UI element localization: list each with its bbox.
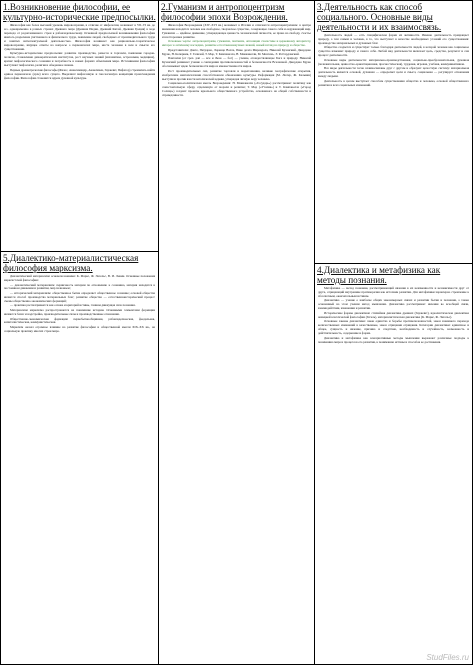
section-1-paragraph: Первые древнегреческие философы (Фалес, Анаксимандр, Анаксимен, Гераклит, Пифагор) стремились найти единое первоначало (архе) всего сущего. Выделяют мифогенную и гносеогенную концепции происхождения философии. Философия становится ядром духовной культуры. [4, 67, 155, 80]
section-2-paragraph: Социально-политическая мысль Возрождения: Н. Макиавелли («Государь») рассматривает политику как самостоятельную сферу, отделенную от морали и религии; Т. Мор («Утопия») и Т. Кампанелла («Город Солнца») создают проекты идеального общественного устройства, основанного на общей собственности и справедливости. [162, 81, 311, 98]
section-1-body [1, 24, 158, 81]
section-5-paragraph: Общественно-экономические формации: первобытнообщинная, рабовладельческая, феодальная, капиталистическая, коммунистическая. [4, 316, 155, 325]
section-1-paragraph: Философия как более высокий уровень мировоззрения, в отличие от мифологии, возникает в VII–VI вв. до н.э. одновременно в разных странах Древнего мира (Древняя Индия, Древний Китай, Древняя Греция) в ходе перехода от родоплеменного строя к рабовладельческому. Основной предпосылкой возникновения философии явилось разделение умственного и физического труда, появление людей, свободных от производительного труда и занятых интеллектуальной деятельностью. Философия возникает как рационально-теоретическое мировоззрение, ищущее ответы на вопросы о первоначалах мира, месте человека в нем и смысле его существования. [4, 23, 155, 51]
section-4-paragraph: Метафизика — метод познания, рассматривающий явления в их неизменности и независимости друг от друга, отрицающий внутренние противоречия как источник развития. Для метафизики характерно стремление к абсолютным, окончательным истинам. [318, 286, 469, 298]
section-2-paragraph: Представители: Данте, Петрарка, Лоренцо Валла, Пико делла Мирандола, Николай Кузанский, Джордано Бруно, Н. Коперник, Г. Галилей, Т. Мор, Т. Кампанелла, Н. Макиавелли, М. Монтень, Э. Роттердамский. [162, 47, 311, 56]
section-2-body [159, 24, 314, 98]
section-2-paragraph: Основные черты: антропоцентризм, гуманизм, пантеизм, оппозиция схоластике и церковному авторитету, интерес к античному наследию, развитие естественнонаучных знаний, новый взгляд на природу и общество. [162, 39, 311, 48]
section-1-title: 1.Возникновение философии, ее культурно-исторические предпосылки. [3, 2, 156, 22]
section-2-paragraph: Рост производительных сил, развитие торговли и мореплавания, великие географические открытия, изобретение книгопечатания способствовали обновлению культуры. Реформация (М. Лютер, Ж. Кальвин) выступила против власти католической церкви, утверждая личную веру человека. [162, 68, 311, 81]
section-5-paragraph: Диалектический материализм основоположники: К. Маркс, Ф. Энгельс, В. И. Ленин. Основные положения марксистской философии: [4, 274, 155, 282]
section-3-paragraph: Основные виды деятельности: материально-производственная, социально-преобразовательная, духовная (познавательная, ценностно-ориентационная, прогностическая), трудовая, игровая, учебная, коммуникативная. [318, 57, 469, 66]
section-5-body [1, 275, 158, 334]
section-5-paragraph: — диалектический материализм: первичность материи по отношению к сознанию, материя находится в постоянном движении и развитии, мир познаваем; [4, 282, 155, 291]
section-2-paragraph: Пантеизм (от греч. pan — все и theos — бог) — учение, отождествляющее Бога и природу. Николай Кузанский развивает учение о совпадении противоположностей и бесконечности Вселенной. Джордано Бруно обосновывает идею бесконечности мира и множественности миров. [162, 56, 311, 69]
section-5-paragraph: — практика рассматривается как основа и критерий истины, главная движущая сила познания. [10, 303, 136, 308]
section-5-paragraph: Марксизм оказал огромное влияние на развитие философии и общественной мысли XIX–XX вв., на социальную практику многих стран мира. [4, 325, 155, 333]
section-3-paragraph: Общество создается и существует только благодаря деятельности людей, в которой человек как социальное существо изменяет природу и самого себя. Любой вид деятельности включает цель, средства, результат и сам процесс деятельности. [318, 45, 469, 58]
section-5 [1, 252, 158, 664]
section-3 [315, 1, 472, 263]
section-5-paragraph: — исторический материализм: общественное бытие определяет общественное сознание; основой общества является способ производства материальных благ; развитие общества — естественноисторический процесс смены общественно-экономических формаций; [4, 291, 155, 303]
section-4-paragraph: Исторические формы диалектики: стихийная диалектика древних (Гераклит), идеалистическая диалектика немецкой классической философии (Гегель), материалистическая диалектика (К. Маркс, Ф. Энгельс). [318, 310, 469, 319]
section-3-paragraph: Все виды деятельности тесно взаимосвязаны друг с другом и образуют целостную систему: материальная деятельность является основой, духовная — определяет цели и смысл, социальная — регулирует отношения между людьми. [318, 66, 469, 79]
section-5-title: 5.Диалектико-материалистическая философия марксизма. [3, 253, 139, 273]
section-3-paragraph: Деятельность людей — есть специфическая форма их активности. Именно деятельность превращает природу, а тем самым и человек, в то, что выступает в качестве необходимых условий его существования: производство материальных и духовных благ. [318, 33, 469, 45]
section-2 [159, 1, 314, 664]
section-4-title: 4.Диалектика и метафизика как методы познания. [317, 265, 441, 285]
section-3-body [315, 34, 472, 88]
section-4-paragraph: Диалектика — учение о наиболее общих закономерных связях и развитии бытия и познания, а также основанный на этом учении метод мышления. Диалектика рассматривает явления во всеобщей связи, взаимодействии, изменении и развитии. [318, 298, 469, 311]
watermark: StudFiles.ru [426, 653, 469, 662]
section-4-paragraph: Основные законы диалектики: закон единства и борьбы противоположностей, закон взаимного перехода количественных изменений в качественные, закон отрицания отрицания. Категории диалектики: единичное и общее, сущность и явление, причина и следствие, необходимость и случайность, возможность и действительность, содержание и форма. [318, 319, 469, 336]
section-4-paragraph: Диалектика и метафизика как альтернативные методы мышления выражают различные подходы к пониманию мира и процессов его развития, к пониманию истины и способов ее достижения. [318, 335, 469, 344]
section-3-title: 3.Деятельность как способ социального. Основные виды деятельности и их взаимосвязь. [317, 2, 442, 32]
section-4 [315, 264, 472, 664]
section-4-body [315, 287, 472, 345]
section-3-paragraph: Деятельность в целом выступает способом существования общества и человека, основой общественного развития и всех социальных изменений. [318, 78, 469, 87]
section-1 [1, 1, 158, 251]
section-2-title: 2.Гуманизм и антропоцентризм философии эпохи Возрождения. [161, 2, 288, 22]
section-2-paragraph: Философия Возрождения (XIV–XVI вв.) возникает в Италии и отличается антропоцентризмом: в центре внимания находится человек как свободное, творческое существо, созидающее самого себя и окружающий мир. Гуманизм — идейное движение, утверждающее ценность человеческой личности, ее право на свободу, счастье и всестороннее развитие. [162, 23, 311, 39]
section-1-paragraph: Культурно-исторические предпосылки: развитие производства, ремесла и торговли, появление городов-полисов, становление демократических институтов, рост научных знаний (математика, астрономия, медицина), кризис мифологического сознания и потребность в новых формах объяснения мира. Источниками философии выступают мифология, религия и обыденное знание. [4, 51, 155, 68]
section-5-paragraph: Материализм марксизма распространяется на понимание истории. Основными элементами формации являются базис и надстройка, производительные силы и производственные отношения. [4, 308, 155, 316]
